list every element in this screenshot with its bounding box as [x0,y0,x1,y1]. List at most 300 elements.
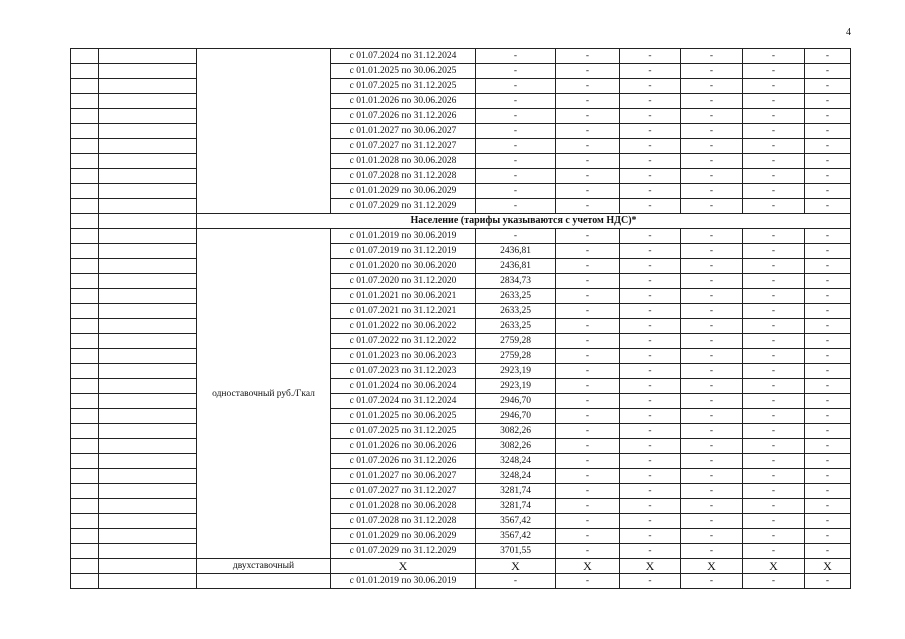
table-row [71,439,851,454]
dash-cell: - [476,184,556,199]
dash-cell: - [620,79,681,94]
dash-cell: - [620,124,681,139]
value-cell: 2759,28 [476,349,556,364]
org-cell [99,529,197,544]
dash-cell: - [476,199,556,214]
org-cell [99,409,197,424]
x-cell: X [805,559,851,574]
dash-cell: - [556,574,620,589]
org-cell [99,49,197,64]
table-row [71,139,851,154]
dash-cell: - [805,364,851,379]
value-cell: 2759,28 [476,334,556,349]
dash-cell: - [620,454,681,469]
org-cell [99,64,197,79]
dash-cell: - [743,169,805,184]
dash-cell: - [681,409,743,424]
table-row [71,229,851,244]
dash-cell: - [476,64,556,79]
dash-cell: - [743,349,805,364]
dash-cell: - [556,469,620,484]
dash-cell: - [620,409,681,424]
x-cell: X [620,559,681,574]
dash-cell: - [681,319,743,334]
org-cell [99,319,197,334]
index-cell [71,274,99,289]
dash-cell: - [556,364,620,379]
dash-cell: - [805,484,851,499]
dash-cell: - [476,124,556,139]
index-cell [71,439,99,454]
dash-cell: - [805,304,851,319]
x-cell: X [331,559,476,574]
dash-cell: - [681,169,743,184]
table-row [71,514,851,529]
table-row [71,349,851,364]
org-cell [99,214,197,229]
dash-cell: - [620,199,681,214]
index-cell [71,379,99,394]
dash-cell: - [556,259,620,274]
dash-cell: - [681,244,743,259]
dash-cell: - [556,424,620,439]
dash-cell: - [805,64,851,79]
dash-cell: - [556,319,620,334]
value-cell: 2923,19 [476,364,556,379]
section-header: Население (тарифы указываются с учетом НДС)* [197,214,851,229]
org-cell [99,289,197,304]
value-cell: 3248,24 [476,454,556,469]
dash-cell: - [743,244,805,259]
table-row [71,49,851,64]
dash-cell: - [681,454,743,469]
dash-cell: - [805,409,851,424]
dash-cell: - [620,304,681,319]
org-cell [99,154,197,169]
index-cell [71,469,99,484]
period-cell: с 01.01.2019 по 30.06.2019 [331,574,476,589]
dash-cell: - [620,169,681,184]
dash-cell: - [743,199,805,214]
dash-cell: - [805,289,851,304]
dash-cell: - [805,109,851,124]
index-cell [71,199,99,214]
dash-cell: - [476,109,556,124]
table-row [71,529,851,544]
period-cell: с 01.07.2024 по 31.12.2024 [331,49,476,64]
dash-cell: - [556,49,620,64]
dash-cell: - [681,139,743,154]
dash-cell: - [556,169,620,184]
dash-cell: - [556,184,620,199]
index-cell [71,154,99,169]
org-cell [99,109,197,124]
dash-cell: - [556,514,620,529]
org-cell [99,259,197,274]
table-row [71,574,851,589]
dash-cell: - [556,94,620,109]
table-row [71,274,851,289]
period-cell: с 01.01.2027 по 30.06.2027 [331,469,476,484]
dash-cell: - [681,199,743,214]
dash-cell: - [681,544,743,559]
table-row [71,109,851,124]
table-row [71,334,851,349]
period-cell: с 01.07.2028 по 31.12.2028 [331,169,476,184]
table-row [71,124,851,139]
dash-cell: - [476,139,556,154]
period-cell: с 01.01.2020 по 30.06.2020 [331,259,476,274]
index-cell [71,304,99,319]
org-cell [99,574,197,589]
dash-cell: - [620,439,681,454]
dash-cell: - [620,469,681,484]
dash-cell: - [556,544,620,559]
dash-cell: - [620,544,681,559]
period-cell: с 01.07.2025 по 31.12.2025 [331,79,476,94]
org-cell [99,484,197,499]
value-cell: - [476,229,556,244]
period-cell: с 01.07.2022 по 31.12.2022 [331,334,476,349]
table-row [71,184,851,199]
dash-cell: - [743,409,805,424]
dash-cell: - [681,394,743,409]
value-cell: 3567,42 [476,529,556,544]
index-cell [71,184,99,199]
dash-cell: - [681,469,743,484]
dash-cell: - [805,394,851,409]
value-cell: 3567,42 [476,514,556,529]
dash-cell: - [620,244,681,259]
period-cell: с 01.07.2020 по 31.12.2020 [331,274,476,289]
dash-cell: - [681,514,743,529]
table-row [71,499,851,514]
index-cell [71,499,99,514]
dash-cell: - [681,574,743,589]
table-row [71,199,851,214]
index-cell [71,319,99,334]
dash-cell: - [681,499,743,514]
period-cell: с 01.07.2029 по 31.12.2029 [331,544,476,559]
dash-cell: - [743,364,805,379]
index-cell [71,214,99,229]
dash-cell: - [805,79,851,94]
period-cell: с 01.01.2029 по 30.06.2029 [331,184,476,199]
dash-cell: - [620,499,681,514]
table-row [71,364,851,379]
period-cell: с 01.01.2025 по 30.06.2025 [331,64,476,79]
org-cell [99,559,197,574]
table-row [71,544,851,559]
dash-cell: - [620,349,681,364]
dash-cell: - [681,274,743,289]
org-cell [99,439,197,454]
index-cell [71,514,99,529]
dash-cell: - [743,94,805,109]
dash-cell: - [620,49,681,64]
dash-cell: - [620,394,681,409]
dash-cell: - [681,289,743,304]
value-cell: 2633,25 [476,304,556,319]
dash-cell: - [556,304,620,319]
dash-cell: - [681,484,743,499]
index-cell [71,64,99,79]
table-row [71,454,851,469]
dash-cell: - [620,289,681,304]
dash-cell: - [681,379,743,394]
value-cell: 3281,74 [476,499,556,514]
dash-cell: - [805,199,851,214]
table-row [71,154,851,169]
dash-cell: - [805,259,851,274]
period-cell: с 01.07.2023 по 31.12.2023 [331,364,476,379]
dash-cell: - [556,484,620,499]
table-row [71,304,851,319]
period-cell: с 01.07.2027 по 31.12.2027 [331,484,476,499]
index-cell [71,124,99,139]
dash-cell: - [805,424,851,439]
period-cell: с 01.07.2027 по 31.12.2027 [331,139,476,154]
period-cell: с 01.01.2028 по 30.06.2028 [331,499,476,514]
index-cell [71,244,99,259]
org-cell [99,364,197,379]
org-cell [99,454,197,469]
dash-cell: - [805,124,851,139]
table-row [71,319,851,334]
dash-cell: - [620,274,681,289]
tariff-table [70,48,851,589]
index-cell [71,79,99,94]
dash-cell: - [743,319,805,334]
dash-cell: - [681,364,743,379]
index-cell [71,574,99,589]
dash-cell: - [743,79,805,94]
dash-cell: - [556,409,620,424]
dash-cell: - [743,289,805,304]
x-cell: X [743,559,805,574]
rate-type-label: одноставочный руб./Гкал [197,229,331,559]
dash-cell: - [556,79,620,94]
org-cell [99,544,197,559]
dash-cell: - [805,349,851,364]
dash-cell: - [681,304,743,319]
dash-cell: - [805,49,851,64]
value-cell: 3281,74 [476,484,556,499]
index-cell [71,259,99,274]
dash-cell: - [556,334,620,349]
dash-cell: - [681,529,743,544]
dash-cell: - [743,529,805,544]
table-row [71,94,851,109]
dash-cell: - [743,124,805,139]
dash-cell: - [743,499,805,514]
dash-cell: - [805,529,851,544]
index-cell [71,94,99,109]
index-cell [71,349,99,364]
org-cell [99,469,197,484]
value-cell: 2834,73 [476,274,556,289]
dash-cell: - [681,124,743,139]
table-row [71,169,851,184]
dash-cell: - [743,109,805,124]
index-cell [71,364,99,379]
dash-cell: - [805,514,851,529]
org-cell [99,274,197,289]
org-cell [99,244,197,259]
dash-cell: - [620,529,681,544]
dash-cell: - [681,154,743,169]
dash-cell: - [556,274,620,289]
period-cell: с 01.07.2024 по 31.12.2024 [331,394,476,409]
period-cell: с 01.01.2023 по 30.06.2023 [331,349,476,364]
value-cell: 2633,25 [476,289,556,304]
period-cell: с 01.01.2026 по 30.06.2026 [331,94,476,109]
dash-cell: - [681,79,743,94]
period-cell: с 01.07.2019 по 31.12.2019 [331,244,476,259]
index-cell [71,484,99,499]
period-cell: с 01.01.2019 по 30.06.2019 [331,229,476,244]
period-cell: с 01.07.2026 по 31.12.2026 [331,454,476,469]
dash-cell: - [620,514,681,529]
x-cell: X [681,559,743,574]
dash-cell: - [805,469,851,484]
table-row [71,244,851,259]
table-row [71,484,851,499]
value-cell: 2946,70 [476,409,556,424]
period-cell: с 01.01.2028 по 30.06.2028 [331,154,476,169]
dash-cell: - [681,49,743,64]
table-row [71,394,851,409]
dash-cell: - [556,379,620,394]
index-cell [71,139,99,154]
index-cell [71,394,99,409]
index-cell [71,559,99,574]
value-cell: 2436,81 [476,244,556,259]
index-cell [71,289,99,304]
dash-cell: - [743,544,805,559]
dash-cell: - [805,454,851,469]
dash-cell: - [743,304,805,319]
org-cell [99,199,197,214]
dash-cell: - [743,184,805,199]
dash-cell: - [743,394,805,409]
dash-cell: - [743,439,805,454]
period-cell: с 01.07.2021 по 31.12.2021 [331,304,476,319]
dash-cell: - [681,334,743,349]
dash-cell: - [743,49,805,64]
org-cell [99,184,197,199]
dash-cell: - [476,154,556,169]
dash-cell: - [556,529,620,544]
index-cell [71,49,99,64]
dash-cell: - [620,109,681,124]
dash-cell: - [556,454,620,469]
dash-cell: - [620,484,681,499]
dash-cell: - [805,574,851,589]
org-cell [99,139,197,154]
index-cell [71,544,99,559]
dash-cell: - [476,169,556,184]
value-cell: 2923,19 [476,379,556,394]
x-cell: X [556,559,620,574]
dash-cell: - [805,169,851,184]
dash-cell: - [743,229,805,244]
dash-cell: - [556,499,620,514]
org-cell [99,169,197,184]
dash-cell: - [743,259,805,274]
org-cell [99,229,197,244]
org-cell [99,304,197,319]
dash-cell: - [743,379,805,394]
dash-cell: - [620,364,681,379]
dash-cell: - [743,454,805,469]
dash-cell: - [805,334,851,349]
table-row [71,289,851,304]
dash-cell: - [743,274,805,289]
table-row [71,79,851,94]
table-row [71,259,851,274]
dash-cell: - [556,244,620,259]
period-cell: с 01.07.2029 по 31.12.2029 [331,199,476,214]
period-cell: с 01.01.2025 по 30.06.2025 [331,409,476,424]
dash-cell: - [556,64,620,79]
period-cell: с 01.07.2026 по 31.12.2026 [331,109,476,124]
dash-cell: - [556,199,620,214]
org-cell [99,424,197,439]
dash-cell: - [805,499,851,514]
index-cell [71,169,99,184]
dash-cell: - [620,424,681,439]
dash-cell: - [805,379,851,394]
org-cell [99,79,197,94]
table-row [71,409,851,424]
dash-cell: - [681,64,743,79]
dash-cell: - [556,124,620,139]
dash-cell: - [620,574,681,589]
dash-cell: - [805,319,851,334]
dash-cell: - [620,139,681,154]
dash-cell: - [743,514,805,529]
dash-cell: - [681,259,743,274]
dash-cell: - [681,229,743,244]
dash-cell: - [743,469,805,484]
dash-cell: - [620,94,681,109]
dash-cell: - [681,424,743,439]
dash-cell: - [620,154,681,169]
index-cell [71,409,99,424]
org-cell [99,94,197,109]
dash-cell: - [681,439,743,454]
dash-cell: - [743,64,805,79]
dash-cell: - [476,574,556,589]
period-cell: с 01.01.2029 по 30.06.2029 [331,529,476,544]
dash-cell: - [556,229,620,244]
dash-cell: - [805,544,851,559]
dash-cell: - [743,574,805,589]
value-cell: 3082,26 [476,439,556,454]
index-cell [71,334,99,349]
org-cell [99,124,197,139]
dash-cell: - [620,379,681,394]
table-row [71,379,851,394]
table-row [71,469,851,484]
period-cell: с 01.01.2024 по 30.06.2024 [331,379,476,394]
dash-cell: - [556,289,620,304]
org-cell [99,514,197,529]
index-cell [71,454,99,469]
dash-cell: - [556,349,620,364]
period-cell: с 01.07.2025 по 31.12.2025 [331,424,476,439]
